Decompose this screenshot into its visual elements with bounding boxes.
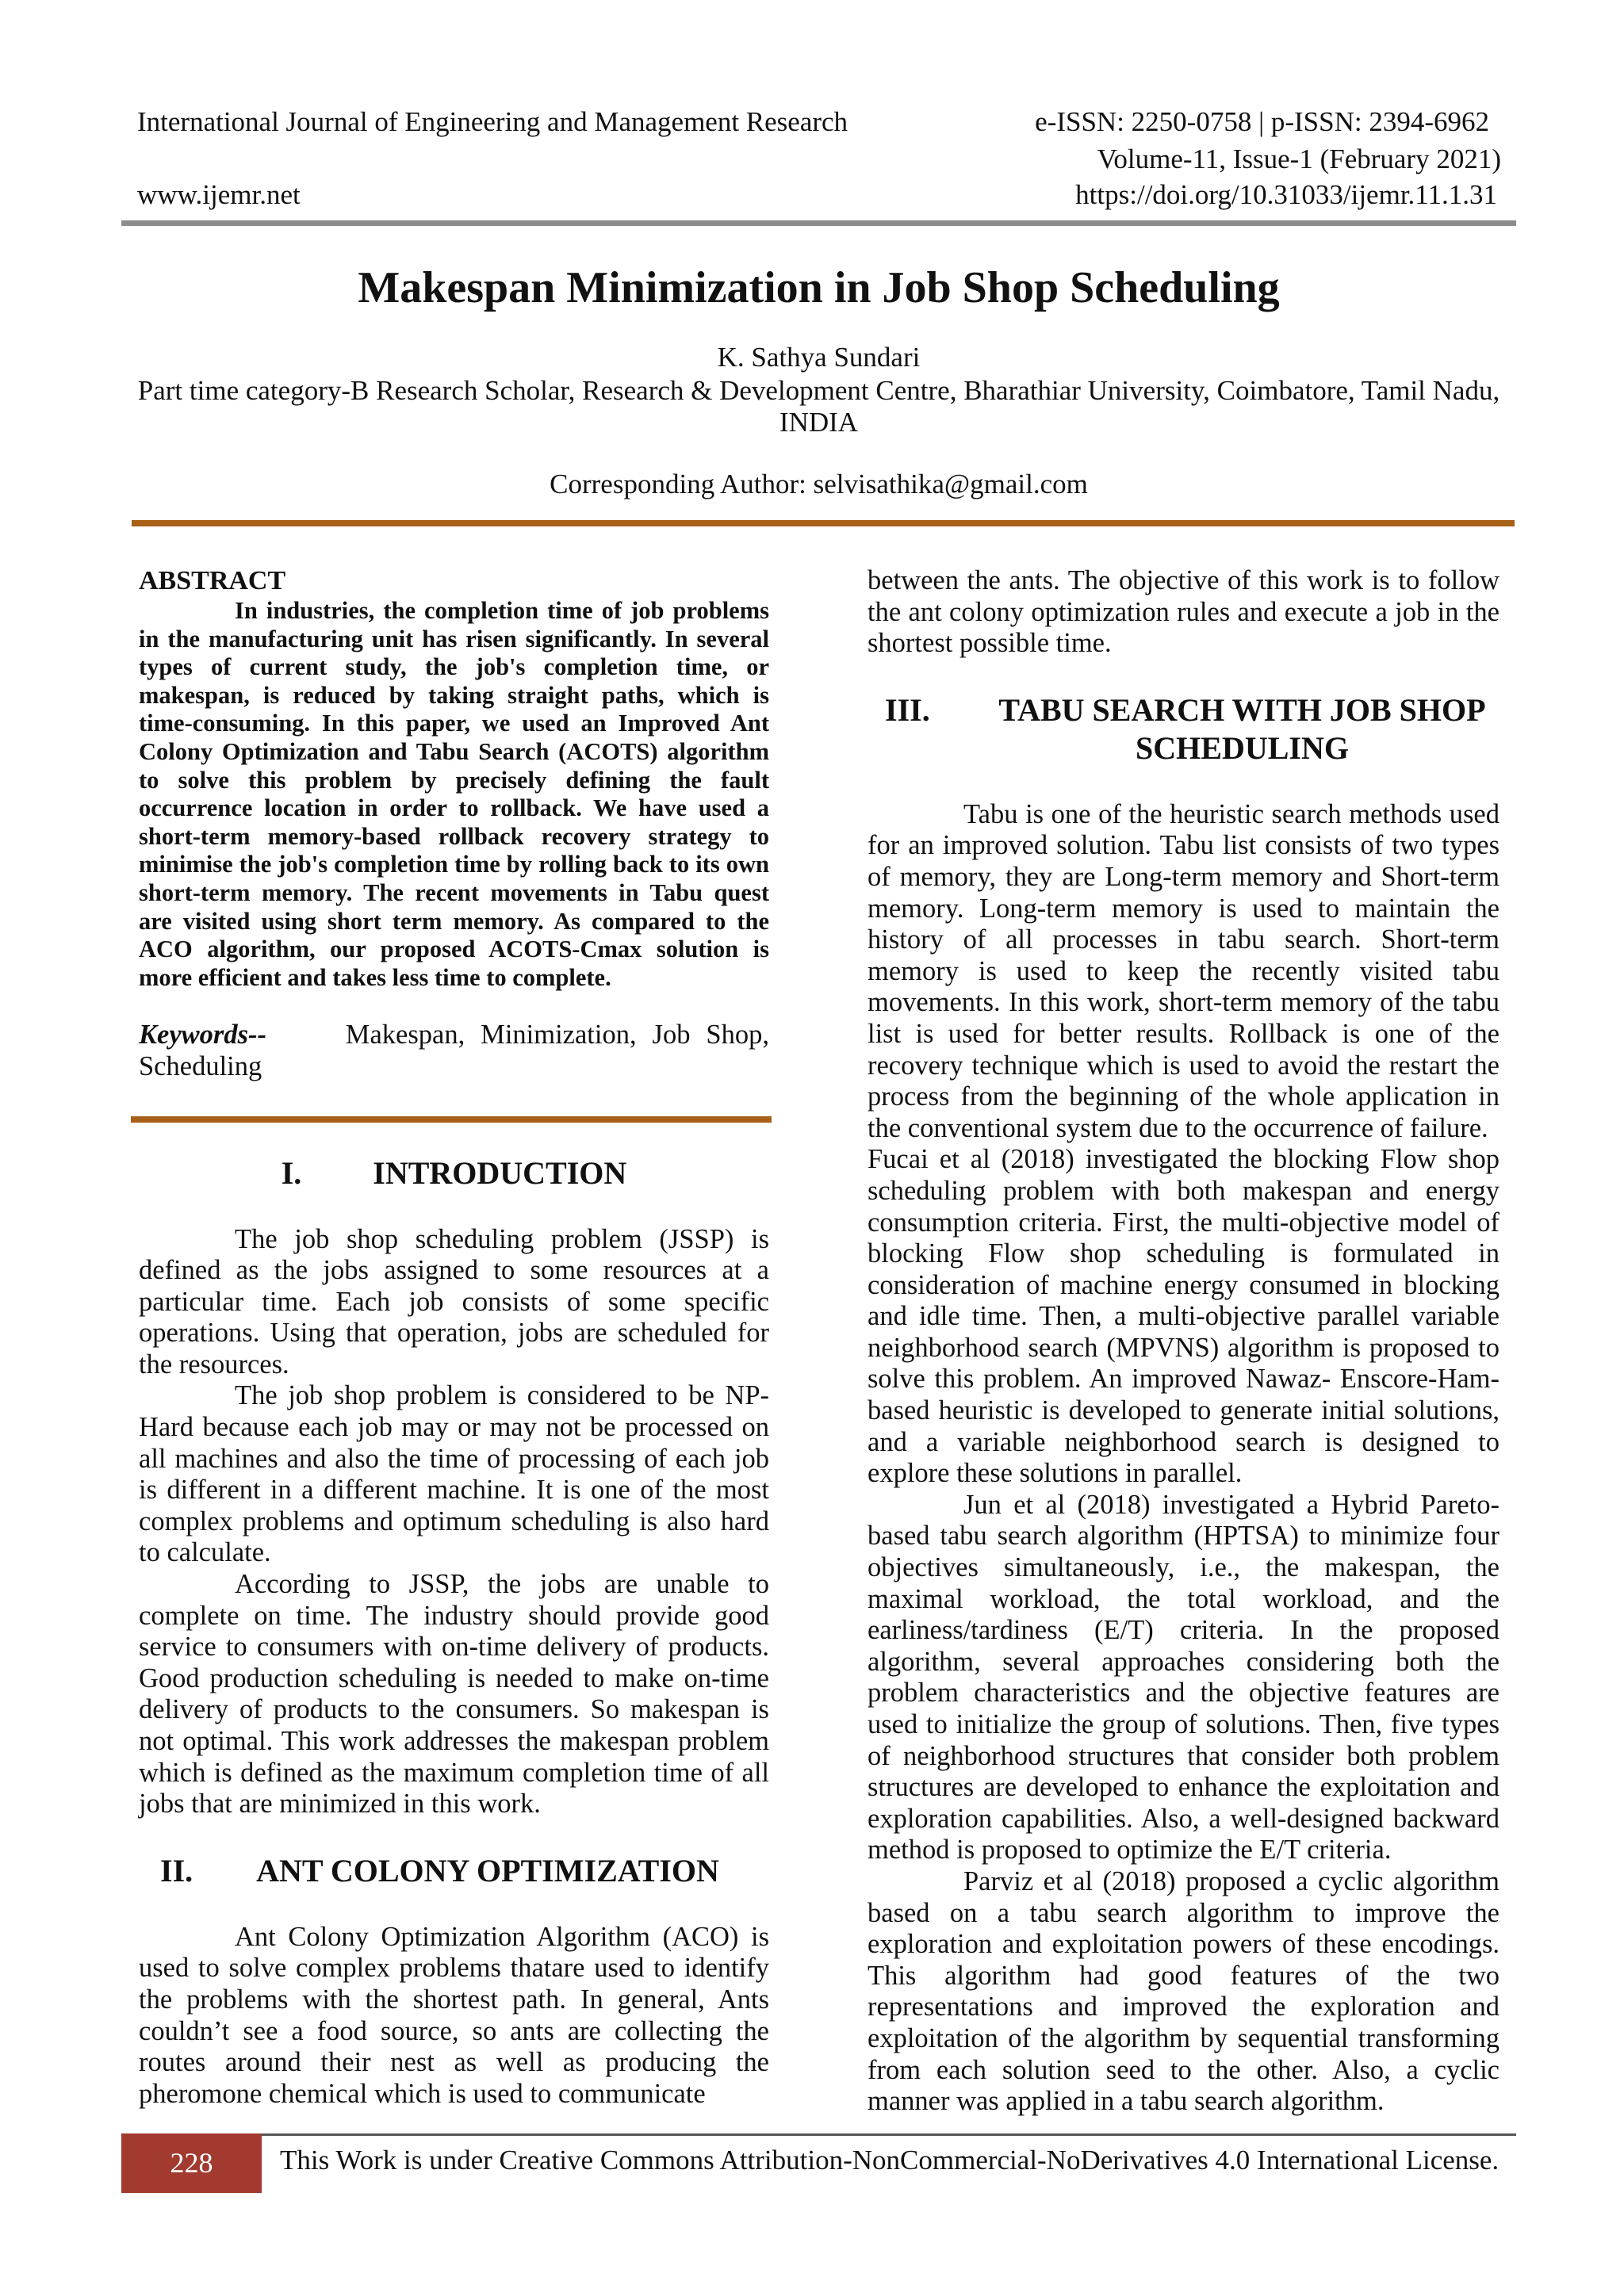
section-number: I. [281, 1154, 302, 1191]
corresponding-author: Corresponding Author: selvisathika@gmail.com [550, 469, 1088, 499]
paper-title: Makespan Minimization in Job Shop Scheduling [358, 263, 1280, 312]
author-affiliation: Part time category-B Research Scholar, Research & Development Centre, Bharathiar University, Coimbatore, Tamil Nadu, INDIA [137, 375, 1500, 438]
issn: e-ISSN: 2250-0758 | p-ISSN: 2394-6962 [1035, 106, 1489, 137]
section-number: III. [885, 691, 930, 728]
keywords-list: Makespan, Minimization, Job Shop, Scheduling [139, 1020, 769, 1081]
title-divider [132, 520, 1515, 526]
section-title: INTRODUCTION [373, 1154, 627, 1191]
volume-issue: Volume-11, Issue-1 (February 2021) [1097, 144, 1501, 174]
license-notice: This Work is under Creative Commons Attribution-NonCommercial-NoDerivatives 4.0 International License. [280, 2145, 1500, 2175]
paragraph: According to JSSP, the jobs are unable to complete on time. The industry should provide good service to consumers with on-time delivery of products. Good production scheduling is needed to make on-time delivery of products to the consumers. So makespan is not optimal. This work addresses the makespan problem which is defined as the maximum completion time of all jobs that are minimized in this work. [139, 1569, 769, 1820]
paragraph: Tabu is one of the heuristic search methods used for an improved solution. Tabu list consists of two types of memory, they are Long-term memory and Short-term memory. Long-term memory is used to maintain the history of all processes in tabu search. Short-term memory is used to keep the recently visited tabu movements. In this work, short-term memory of the tabu list is used for better results. Rollback is one of the recovery technique which is used to avoid the restart the process from the beginning of the whole application in the conventional system due to the occurrence of failure. [868, 798, 1500, 1143]
paragraph: The job shop scheduling problem (JSSP) is defined as the jobs assigned to some resources at a particular time. Each job consists of some specific operations. Using that operation, jobs are scheduled for the resources. [139, 1223, 769, 1380]
paragraph-continuation: between the ants. The objective of this work is to follow the ant colony optimization rules and execute a job in the shortest possible time. [868, 565, 1500, 659]
keywords [139, 1020, 769, 1082]
abstract-divider [131, 1116, 772, 1123]
journal-name: International Journal of Engineering and Management Research [137, 106, 848, 137]
header-divider [121, 220, 1516, 226]
section-heading-introduction [139, 1154, 769, 1224]
paragraph: Ant Colony Optimization Algorithm (ACO) is used to solve complex problems thatare used to identify the problems with the shortest path. In general, Ants couldn’t see a food source, so ants are collecting the routes around their nest as well as producing the pheromone chemical which is used to communicate [139, 1921, 769, 2109]
section-heading-tabu [868, 691, 1500, 799]
section-number: II. [160, 1852, 193, 1888]
abstract-heading: ABSTRACT [139, 566, 286, 595]
right-column [868, 565, 1500, 2118]
section-title: ANT COLONY OPTIMIZATION [256, 1852, 719, 1888]
keywords-label: Keywords-- [139, 1020, 266, 1050]
paragraph: Parviz et al (2018) proposed a cyclic algorithm based on a tabu search algorithm to improve the exploration and exploitation powers of these encodings. This algorithm had good features of the two representations and improved the exploration and exploitation of the algorithm by sequential transforming from each solution seed to the other. Also, a cyclic manner was applied in a tabu search algorithm. [868, 1866, 1500, 2117]
section-title: TABU SEARCH WITH JOB SHOP SCHEDULING [998, 691, 1486, 766]
abstract-body: In industries, the completion time of job problems in the manufacturing unit has risen significantly. In several types of current study, the job's completion time, or makespan, is reduced by taking straight paths, which is time-consuming. In this paper, we used an Improved Ant Colony Optimization and Tabu Search (ACOTS) algorithm to solve this problem by precisely defining the fault occurrence location in order to rollback. We have used a short-term memory-based rollback recovery strategy to minimise the job's completion time by rolling back to its own short-term memory. The recent movements in Tabu quest are visited using short term memory. As compared to the ACO algorithm, our proposed ACOTS-Cmax solution is more efficient and takes less time to complete. [139, 597, 769, 991]
author-name: K. Sathya Sundari [717, 342, 921, 373]
section-heading-aco [139, 1852, 769, 1922]
paragraph: Jun et al (2018) investigated a Hybrid Pareto-based tabu search algorithm (HPTSA) to minimize four objectives simultaneously, i.e., the makespan, the maximal workload, the total workload, and the earliness/tardiness (E/T) criteria. In the proposed algorithm, several approaches considering both the problem characteristics and the objective features are used to initialize the group of solutions. Then, five types of neighborhood structures that consider both problem structures are developed to enhance the exploitation and exploration capabilities. Also, a well-designed backward method is proposed to optimize the E/T criteria. [868, 1489, 1500, 1866]
doi-link[interactable]: https://doi.org/10.31033/ijemr.11.1.31 [1075, 179, 1497, 210]
paragraph: The job shop problem is considered to be NP-Hard because each job may or may not be processed on all machines and also the time of processing of each job is different in a different machine. It is one of the most complex problems and optimum scheduling is also hard to calculate. [139, 1380, 769, 1568]
footer-divider [262, 2133, 1516, 2136]
left-column [139, 565, 769, 2110]
journal-website-link[interactable]: www.ijemr.net [137, 179, 301, 210]
paragraph: Fucai et al (2018) investigated the blocking Flow shop scheduling problem with both makespan and energy consumption criteria. First, the multi-objective model of blocking Flow shop scheduling is formulated in consideration of machine energy consumed in blocking and idle time. Then, a multi-objective parallel variable neighborhood search (MPVNS) algorithm is proposed to solve this problem. An improved Nawaz- Enscore-Ham-based heuristic is developed to generate initial solutions, and a variable neighborhood search is designed to explore these solutions in parallel. [868, 1144, 1500, 1489]
page-number: 228 [121, 2133, 262, 2193]
